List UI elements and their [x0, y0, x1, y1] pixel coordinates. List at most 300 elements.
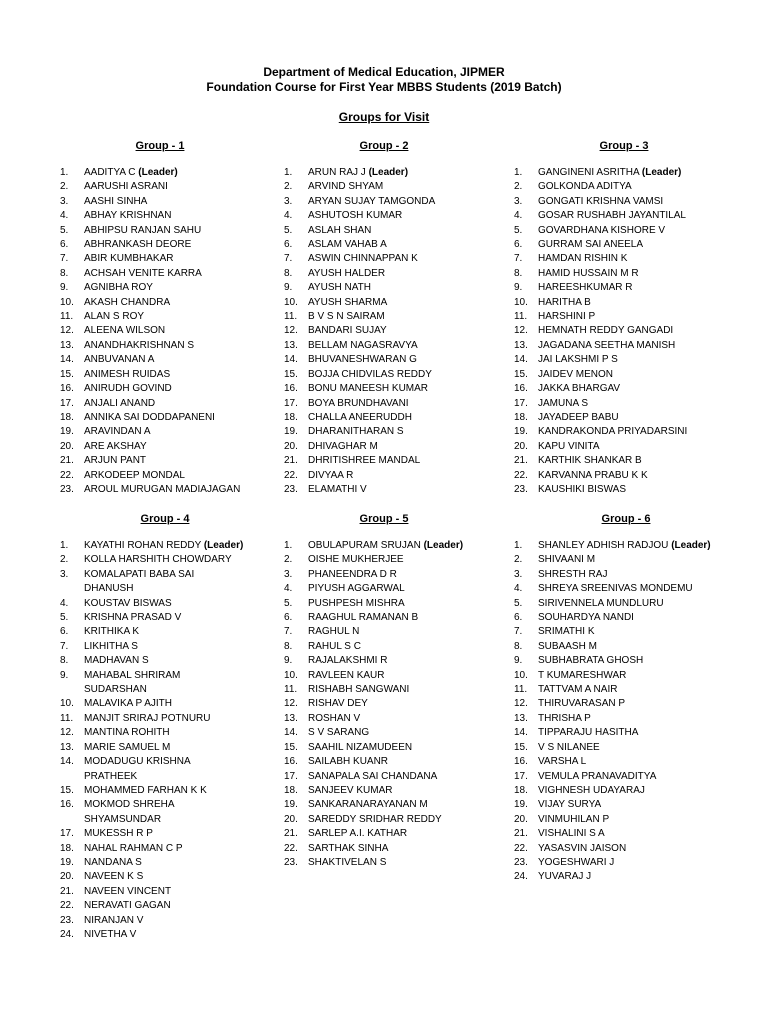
member-item	[514, 697, 738, 711]
member-name: SOUHARDYA NANDI	[538, 612, 634, 624]
leader-tag: (Leader)	[138, 167, 178, 178]
member-item	[514, 625, 738, 639]
member-item	[60, 440, 260, 454]
member-item	[284, 425, 484, 439]
member-name: SAILABH KUANR	[308, 756, 389, 768]
member-item	[514, 683, 738, 697]
member-item	[284, 568, 484, 582]
member-name: RAGHUL N	[308, 626, 360, 638]
member-name: GOLKONDA ADITYA	[538, 181, 632, 193]
member-item	[284, 454, 484, 468]
member-number: 8.	[284, 267, 293, 279]
member-item	[60, 625, 270, 639]
member-number: 3.	[514, 195, 523, 207]
member-name: AYUSH SHARMA	[308, 296, 388, 308]
member-name: GOSAR RUSHABH JAYANTILAL	[538, 210, 686, 222]
member-item	[284, 640, 484, 654]
member-number: 21.	[514, 828, 528, 840]
member-number: 19.	[60, 426, 74, 438]
member-item	[284, 195, 484, 209]
member-item	[60, 252, 260, 266]
member-item	[60, 697, 270, 711]
member-number: 19.	[514, 799, 528, 811]
member-number: 17.	[284, 397, 298, 409]
member-number: 15.	[60, 368, 74, 380]
member-name: KRITHIKA K	[84, 626, 140, 638]
member-name: JAKKA BHARGAV	[538, 383, 621, 395]
member-name: ANBUVANAN A	[84, 354, 155, 366]
member-name: CHALLA ANEERUDDH	[308, 411, 412, 423]
member-number: 18.	[284, 784, 298, 796]
member-name: JAMUNA S	[538, 397, 589, 409]
member-number: 14.	[60, 354, 74, 366]
member-name: S V SARANG	[308, 727, 370, 739]
member-number: 6.	[284, 612, 293, 624]
member-item	[514, 238, 734, 252]
member-name: DIVYAA R	[308, 469, 354, 481]
member-item	[60, 180, 260, 194]
member-number: 13.	[60, 339, 74, 351]
member-number: 3.	[284, 195, 293, 207]
member-number: 15.	[60, 784, 74, 796]
member-item	[284, 382, 484, 396]
member-name: ANIRUDH GOVIND	[84, 383, 172, 395]
member-name: ALEENA WILSON	[84, 325, 166, 337]
member-number: 11.	[284, 684, 298, 696]
member-item	[284, 842, 484, 856]
member-item	[284, 224, 484, 238]
member-item	[60, 669, 270, 698]
member-item	[284, 597, 484, 611]
member-name: GONGATI KRISHNA VAMSI	[538, 195, 664, 207]
member-item	[284, 697, 484, 711]
member-name: RAJALAKSHMI R	[308, 655, 388, 667]
member-name: KOUSTAV BISWAS	[84, 597, 172, 609]
member-name: HAMID HUSSAIN M R	[538, 267, 639, 279]
member-number: 7.	[284, 626, 293, 638]
member-item	[284, 411, 484, 425]
member-item	[284, 180, 484, 194]
member-name: KARVANNA PRABU K K	[538, 469, 648, 481]
member-name: ELAMATHI V	[308, 483, 367, 495]
member-number: 10.	[60, 698, 74, 710]
member-item	[60, 553, 270, 567]
member-list	[284, 539, 484, 870]
member-number: 13.	[284, 712, 298, 724]
member-name: ASWIN CHINNAPPAN K	[308, 253, 418, 265]
member-item	[284, 827, 484, 841]
member-number: 20.	[514, 813, 528, 825]
member-name: BONU MANEESH KUMAR	[308, 383, 429, 395]
member-name: ROSHAN V	[308, 712, 361, 724]
member-item	[514, 425, 734, 439]
member-number: 12.	[284, 698, 298, 710]
member-number: 12.	[514, 698, 528, 710]
member-item	[284, 784, 484, 798]
member-number: 1.	[60, 167, 69, 178]
member-number: 5.	[60, 612, 69, 624]
member-number: 2.	[60, 554, 69, 566]
member-item	[60, 281, 260, 295]
member-number: 7.	[60, 640, 69, 652]
member-number: 15.	[514, 741, 528, 753]
member-number: 9.	[60, 282, 69, 294]
member-item	[514, 252, 734, 266]
member-item	[60, 842, 270, 856]
member-item	[284, 770, 484, 784]
member-item	[60, 568, 270, 597]
member-item	[514, 224, 734, 238]
member-item	[60, 755, 270, 784]
member-item	[60, 654, 270, 668]
member-item	[284, 267, 484, 281]
member-name: JAYADEEP BABU	[538, 411, 619, 423]
member-number: 15.	[284, 741, 298, 753]
member-name: AADITYA C	[84, 167, 136, 178]
member-item	[284, 324, 484, 338]
member-name: AARUSHI ASRANI	[84, 181, 168, 193]
member-number: 4.	[284, 210, 293, 222]
member-item	[60, 856, 270, 870]
member-name: SAREDDY SRIDHAR REDDY	[308, 813, 442, 825]
member-item	[514, 784, 738, 798]
member-name: MAHABAL SHRIRAM SUDARSHAN	[84, 669, 181, 696]
member-name: SHRESTH RAJ	[538, 568, 608, 580]
group-heading: Group - 2	[359, 140, 409, 152]
member-name: RISHAV DEY	[308, 698, 368, 710]
member-item	[284, 397, 484, 411]
member-name: VIJAY SURYA	[538, 799, 602, 811]
member-name: SHIVAANI M	[538, 554, 596, 566]
member-name: NERAVATI GAGAN	[84, 900, 171, 912]
member-name: VEMULA PRANAVADITYA	[538, 770, 657, 782]
member-number: 19.	[284, 799, 298, 811]
member-number: 17.	[514, 397, 528, 409]
leader-tag: (Leader)	[423, 540, 464, 551]
member-number: 9.	[284, 282, 293, 294]
member-number: 17.	[284, 770, 298, 782]
member-list	[60, 539, 270, 942]
member-item	[284, 683, 484, 697]
member-name: JAGADANA SEETHA MANISH	[538, 339, 676, 351]
member-number: 18.	[284, 411, 298, 423]
member-item	[514, 798, 738, 812]
member-item	[284, 440, 484, 454]
member-item	[284, 469, 484, 483]
member-number: 16.	[284, 756, 298, 768]
member-item	[514, 296, 734, 310]
member-name: ALAN S ROY	[84, 311, 145, 323]
member-name: SUBHABRATA GHOSH	[538, 655, 644, 667]
member-name: BOJJA CHIDVILAS REDDY	[308, 368, 432, 380]
member-number: 8.	[60, 267, 69, 279]
member-number: 9.	[284, 655, 293, 667]
member-number: 6.	[514, 612, 523, 624]
member-item	[284, 755, 484, 769]
member-number: 5.	[60, 224, 69, 236]
member-item	[60, 726, 270, 740]
member-number: 10.	[60, 296, 74, 308]
member-number: 22.	[60, 469, 74, 481]
member-number: 6.	[514, 239, 523, 251]
leader-tag: (Leader)	[641, 167, 682, 178]
group-heading: Group - 6	[601, 513, 651, 525]
member-item	[514, 582, 738, 596]
member-item	[60, 611, 270, 625]
member-item	[284, 611, 484, 625]
member-number: 2.	[514, 554, 523, 566]
group-heading: Group - 1	[135, 140, 185, 152]
group-3	[514, 140, 734, 497]
member-number: 12.	[60, 727, 74, 739]
member-name: SARLEP A.I. KATHAR	[308, 828, 408, 840]
member-item	[60, 368, 260, 382]
group-heading: Group - 4	[140, 513, 190, 525]
member-item	[514, 827, 738, 841]
member-item	[514, 842, 738, 856]
member-item	[284, 252, 484, 266]
member-number: 17.	[60, 397, 74, 409]
member-item	[514, 770, 738, 784]
member-number: 16.	[60, 799, 74, 811]
member-name: ASHUTOSH KUMAR	[308, 210, 403, 222]
member-number: 13.	[514, 339, 528, 351]
member-item	[514, 568, 738, 582]
member-name: ANNIKA SAI DODDAPANENI	[84, 411, 215, 423]
member-number: 23.	[284, 483, 298, 495]
member-item	[60, 597, 270, 611]
member-number: 20.	[60, 440, 74, 452]
group-heading: Group - 5	[359, 513, 409, 525]
member-item	[284, 712, 484, 726]
member-name: BELLAM NAGASRAVYA	[308, 339, 418, 351]
member-name: PUSHPESH MISHRA	[308, 597, 405, 609]
member-name: KAYATHI ROHAN REDDY	[84, 540, 202, 551]
member-number: 1.	[514, 167, 523, 178]
member-name: KAPU VINITA	[538, 440, 600, 452]
member-item	[514, 755, 738, 769]
member-number: 8.	[284, 640, 293, 652]
member-item	[514, 209, 734, 223]
member-name: GOVARDHANA KISHORE V	[538, 224, 666, 236]
member-number: 24.	[60, 928, 74, 940]
member-number: 9.	[514, 282, 523, 294]
member-item	[60, 539, 270, 553]
member-number: 14.	[514, 354, 528, 366]
member-item	[284, 310, 484, 324]
member-item	[514, 813, 738, 827]
member-name: YOGESHWARI J	[538, 856, 615, 868]
member-name: HAREESHKUMAR R	[538, 282, 633, 294]
member-item	[284, 654, 484, 668]
member-item	[60, 483, 260, 497]
member-name: VINMUHILAN P	[538, 813, 610, 825]
member-name: AGNIBHA ROY	[84, 282, 153, 294]
member-number: 5.	[284, 597, 293, 609]
member-number: 2.	[60, 181, 69, 193]
member-name: RISHABH SANGWANI	[308, 684, 410, 696]
member-item	[284, 856, 484, 870]
member-item	[60, 712, 270, 726]
member-name: SARTHAK SINHA	[308, 842, 389, 854]
member-number: 7.	[514, 253, 523, 265]
member-name: DHARANITHARAN S	[308, 426, 404, 438]
member-name: SUBAASH M	[538, 640, 597, 652]
member-list	[60, 166, 260, 497]
member-name: HARITHA B	[538, 296, 591, 308]
member-number: 18.	[60, 842, 74, 854]
member-number: 14.	[514, 727, 528, 739]
member-name: NAVEEN VINCENT	[84, 885, 172, 897]
member-number: 19.	[284, 426, 298, 438]
member-name: MOKMOD SHREHA SHYAMSUNDAR	[84, 799, 175, 825]
member-item	[514, 712, 738, 726]
member-number: 17.	[514, 770, 528, 782]
groups-subtitle: Groups for Visit	[338, 110, 430, 124]
member-name: ARUN RAJ J	[308, 167, 366, 178]
member-name: SHREYA SREENIVAS MONDEMU	[538, 583, 693, 595]
member-number: 3.	[60, 568, 69, 580]
member-number: 4.	[60, 597, 69, 609]
member-number: 1.	[514, 540, 523, 551]
member-name: MANJIT SRIRAJ POTNURU	[84, 712, 211, 724]
member-name: MODADUGU KRISHNA PRATHEEK	[84, 756, 191, 782]
member-name: AYUSH HALDER	[308, 267, 386, 279]
member-item	[284, 813, 484, 827]
member-number: 21.	[514, 455, 528, 467]
member-item	[284, 296, 484, 310]
member-number: 1.	[284, 167, 293, 178]
member-name: SRIMATHI K	[538, 626, 595, 638]
member-number: 20.	[284, 813, 298, 825]
member-item	[60, 870, 270, 884]
member-item	[284, 669, 484, 683]
member-number: 12.	[60, 325, 74, 337]
member-name: AKASH CHANDRA	[84, 296, 171, 308]
member-number: 9.	[514, 655, 523, 667]
member-name: MALAVIKA P AJITH	[84, 698, 172, 710]
member-item	[60, 267, 260, 281]
member-name: SAAHIL NIZAMUDEEN	[308, 741, 413, 753]
member-number: 16.	[514, 383, 528, 395]
member-item	[514, 553, 738, 567]
member-name: KOLLA HARSHITH CHOWDARY	[84, 554, 232, 566]
member-name: ABIR KUMBHAKAR	[84, 253, 174, 265]
member-number: 2.	[284, 181, 293, 193]
member-number: 10.	[284, 296, 298, 308]
member-item	[60, 928, 270, 942]
member-name: B V S N SAIRAM	[308, 311, 385, 323]
member-number: 14.	[60, 756, 74, 768]
member-number: 3.	[284, 568, 293, 580]
member-item	[514, 180, 734, 194]
member-number: 21.	[284, 828, 298, 840]
member-item	[514, 411, 734, 425]
member-name: SANAPALA SAI CHANDANA	[308, 770, 438, 782]
member-name: BHUVANESHWARAN G	[308, 354, 417, 366]
member-number: 16.	[284, 383, 298, 395]
member-item	[60, 224, 260, 238]
member-item	[514, 454, 734, 468]
member-number: 13.	[60, 741, 74, 753]
member-item	[60, 353, 260, 367]
member-item	[60, 296, 260, 310]
member-item	[60, 741, 270, 755]
course-title: Foundation Course for First Year MBBS Students (2019 Batch)	[206, 80, 562, 94]
member-number: 12.	[284, 325, 298, 337]
member-item	[514, 539, 738, 553]
member-name: ABHRANKASH DEORE	[84, 239, 192, 251]
member-name: ASLAH SHAN	[308, 224, 372, 236]
member-item	[284, 625, 484, 639]
member-number: 22.	[514, 842, 528, 854]
member-number: 4.	[514, 210, 523, 222]
member-item	[284, 353, 484, 367]
member-item	[284, 582, 484, 596]
member-item	[514, 669, 738, 683]
member-number: 10.	[514, 669, 528, 681]
member-name: BANDARI SUJAY	[308, 325, 387, 337]
member-number: 6.	[284, 239, 293, 251]
member-item	[514, 440, 734, 454]
member-name: MOHAMMED FARHAN K K	[84, 784, 207, 796]
member-item	[284, 209, 484, 223]
member-item	[514, 324, 734, 338]
member-number: 18.	[514, 411, 528, 423]
member-number: 14.	[284, 727, 298, 739]
member-item	[514, 166, 734, 180]
member-number: 17.	[60, 828, 74, 840]
member-number: 24.	[514, 871, 528, 883]
member-item	[284, 483, 484, 497]
group-5	[284, 513, 484, 870]
member-number: 2.	[514, 181, 523, 193]
member-item	[60, 798, 270, 827]
member-name: AROUL MURUGAN MADIAJAGAN	[84, 483, 241, 495]
member-name: ACHSAH VENITE KARRA	[84, 267, 202, 279]
member-name: NAVEEN K S	[84, 871, 144, 883]
member-number: 5.	[514, 224, 523, 236]
member-item	[284, 368, 484, 382]
member-number: 13.	[284, 339, 298, 351]
group-1	[60, 140, 260, 497]
member-number: 23.	[60, 914, 74, 926]
member-name: HEMNATH REDDY GANGADI	[538, 325, 674, 337]
member-item	[60, 827, 270, 841]
member-item	[514, 870, 738, 884]
member-name: ASLAM VAHAB A	[308, 239, 387, 251]
member-number: 15.	[284, 368, 298, 380]
member-name: BOYA BRUNDHAVANI	[308, 397, 409, 409]
member-number: 22.	[284, 469, 298, 481]
member-item	[60, 469, 260, 483]
member-name: RAVLEEN KAUR	[308, 669, 385, 681]
member-name: HAMDAN RISHIN K	[538, 253, 628, 265]
member-name: NIVETHA V	[84, 928, 137, 940]
member-item	[514, 339, 734, 353]
member-item	[60, 310, 260, 324]
member-name: ARE AKSHAY	[84, 440, 147, 452]
member-number: 18.	[60, 411, 74, 423]
member-number: 7.	[284, 253, 293, 265]
member-item	[284, 553, 484, 567]
member-item	[514, 741, 738, 755]
member-item	[514, 469, 734, 483]
member-item	[60, 339, 260, 353]
member-number: 19.	[514, 426, 528, 438]
member-number: 16.	[60, 383, 74, 395]
member-number: 23.	[60, 483, 74, 495]
